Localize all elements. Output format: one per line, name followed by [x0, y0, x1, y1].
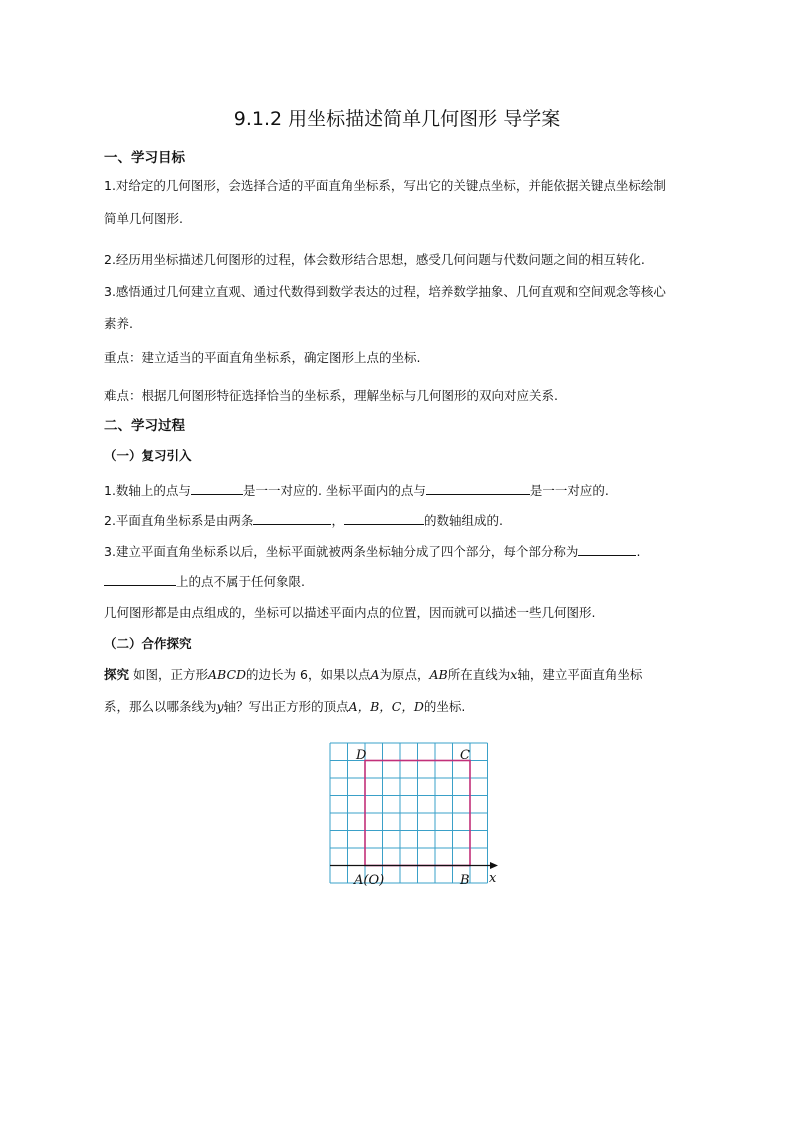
var-x: x	[510, 667, 518, 682]
explore-text: 轴？写出正方形的顶点	[223, 699, 349, 714]
label-a-origin: A(O)	[354, 873, 385, 888]
q2-text-c: 的数轴组成的.	[423, 513, 503, 528]
q2-blank-2[interactable]	[344, 512, 424, 525]
explore-text: 的边长为 6，如果以点	[246, 667, 371, 682]
explore-text: 轴，建立平面直角坐标	[517, 667, 643, 682]
q3-blank-1[interactable]	[578, 543, 636, 556]
var-abcd: ABCD	[208, 667, 247, 682]
q2-blank-1[interactable]	[253, 512, 331, 525]
q3-blank-2[interactable]	[104, 573, 176, 586]
question-3-line-1	[104, 542, 640, 560]
goal-1-line-1: 1.对给定的几何图形，会选择合适的平面直角坐标系，写出它的关键点坐标，并能依据关键点坐标绘制	[104, 178, 666, 193]
label-d: D	[356, 748, 367, 763]
goal-2: 2.经历用坐标描述几何图形的过程，体会数形结合思想，感受几何问题与代数问题之间的相互转化.	[104, 252, 645, 267]
explore-text: 如图，正方形	[129, 667, 208, 682]
var-a: A	[370, 667, 380, 682]
explore-text: 系，那么以哪条线为	[104, 699, 217, 714]
explore-label: 探究	[104, 667, 130, 682]
q1-blank-2[interactable]	[426, 482, 530, 495]
q3-text-a: 3.建立平面直角坐标系以后，坐标平面就被两条坐标轴分成了四个部分，每个部分称为	[104, 544, 579, 559]
grid-lines	[330, 743, 488, 883]
goal-1-line-2: 简单几何图形.	[104, 211, 183, 226]
explore-text: 为原点，	[379, 667, 430, 682]
goal-3-line-1: 3.感悟通过几何建立直观、通过代数得到数学表达的过程，培养数学抽象、几何直观和空间观念等核心	[104, 284, 666, 299]
question-3-line-2	[104, 572, 305, 590]
explore-text: 所在直线为	[447, 667, 511, 682]
x-axis-arrow	[490, 862, 498, 869]
q3-text-b: .	[636, 544, 641, 559]
q3-text-c: 上的点不属于任何象限.	[176, 574, 305, 589]
square-grid-figure	[322, 735, 502, 897]
q2-text-a: 2.平面直角坐标系是由两条	[104, 513, 254, 528]
subheading-review: （一）复习引入	[104, 448, 192, 463]
label-x-axis: x	[489, 871, 497, 886]
question-1	[104, 481, 609, 499]
var-y: y	[216, 699, 224, 714]
q1-text-a: 1.数轴上的点与	[104, 483, 191, 498]
q1-text-b: 是一一对应的. 坐标平面内的点与	[242, 483, 426, 498]
section-heading-process: 二、学习过程	[104, 418, 185, 434]
goal-3-line-2: 素养.	[104, 316, 133, 331]
explore-text: 的坐标.	[423, 699, 466, 714]
page-title: 9.1.2 用坐标描述简单几何图形 导学案	[233, 108, 561, 130]
explore-line-2	[104, 697, 465, 715]
var-ab: AB	[429, 667, 448, 682]
q2-text-b: ，	[331, 513, 344, 528]
summary-text: 几何图形都是由点组成的，坐标可以描述平面内点的位置，因而就可以描述一些几何图形.	[104, 605, 596, 620]
key-point: 重点：建立适当的平面直角坐标系，确定图形上点的坐标.	[104, 350, 421, 365]
q1-blank-1[interactable]	[191, 482, 243, 495]
label-b: B	[460, 873, 470, 888]
question-2	[104, 511, 503, 529]
difficult-point: 难点：根据几何图形特征选择恰当的坐标系，理解坐标与几何图形的双向对应关系.	[104, 388, 558, 403]
q1-text-c: 是一一对应的.	[529, 483, 609, 498]
label-c: C	[460, 748, 470, 763]
subheading-explore: （二）合作探究	[104, 636, 192, 651]
var-points: A，B，C，D	[348, 699, 424, 714]
grid-svg	[322, 735, 502, 893]
explore-line-1	[104, 665, 642, 683]
section-heading-goals: 一、学习目标	[104, 150, 185, 166]
